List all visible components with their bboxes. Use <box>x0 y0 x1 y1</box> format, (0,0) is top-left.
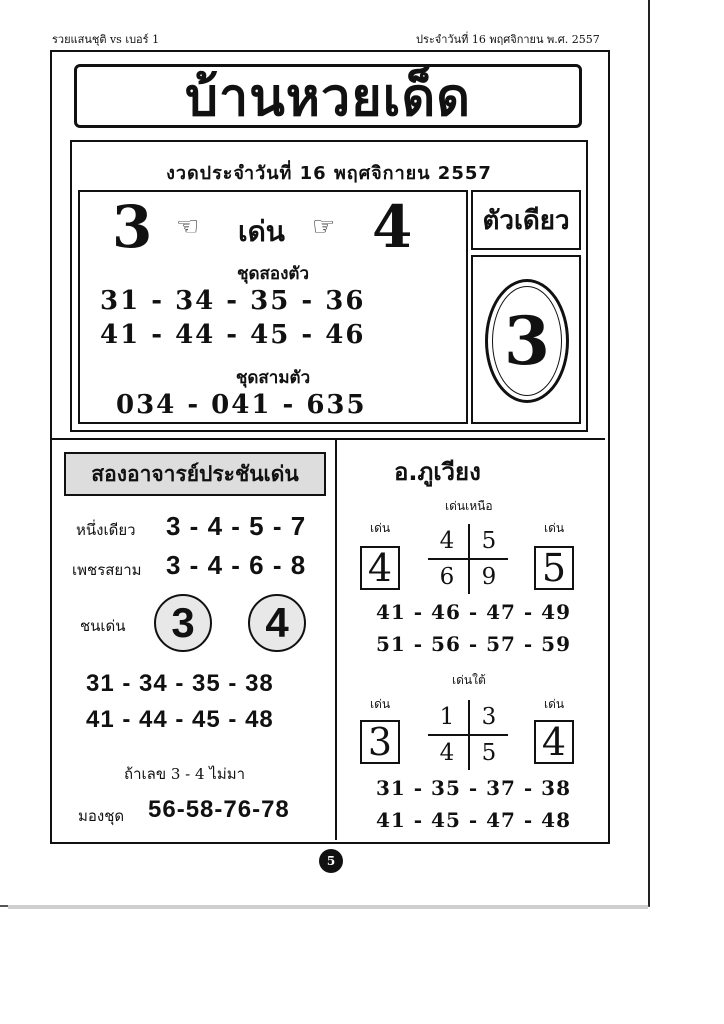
main-right-digit: 4 <box>372 193 413 261</box>
main-den-label: เด่น <box>238 215 285 248</box>
bottom-left-label: เด่น <box>370 697 391 711</box>
single-digit: 3 <box>492 286 562 396</box>
header-left: รวยแสนชุติ vs เบอร์ 1 <box>52 33 160 46</box>
single-label: ตัวเดียว <box>471 190 581 250</box>
top-label: เด่นเหนือ <box>445 499 493 513</box>
top-grid-cell-1: 4 <box>439 528 455 554</box>
set-value: 56-58-76-78 <box>148 796 290 823</box>
bottom-left-digit: 3 <box>360 720 400 764</box>
single-oval <box>485 279 569 403</box>
top-grid-cell-2: 5 <box>481 528 497 554</box>
bottom-right-label: เด่น <box>544 697 565 711</box>
left-note: ถ้าเลข 3 - 4 ไม่มา <box>124 765 246 783</box>
top-grid-cell-4: 9 <box>481 564 497 590</box>
top-row-1: 41 - 46 - 47 - 49 <box>376 600 572 624</box>
page-edge <box>8 905 648 909</box>
left-pairs-row-2: 41 - 44 - 45 - 48 <box>86 706 274 733</box>
row1-value: 3 - 4 - 5 - 7 <box>166 511 307 541</box>
page-number: 5 <box>319 849 343 873</box>
bottom-grid-cell-2: 3 <box>481 704 497 730</box>
top-right-digit: 5 <box>534 546 574 590</box>
top-row-2: 51 - 56 - 57 - 59 <box>376 632 572 656</box>
section-divider-vertical <box>335 440 337 840</box>
section-divider-horizontal <box>52 438 605 440</box>
bottom-row-2: 41 - 45 - 47 - 48 <box>376 808 572 832</box>
header-right: ประจำวันที่ 16 พฤศจิกายน พ.ศ. 2557 <box>416 33 600 46</box>
bottom-label: เด่นใต้ <box>452 673 486 687</box>
main-pairs-row-1: 31 - 34 - 35 - 36 <box>100 286 366 316</box>
top-left-digit: 4 <box>360 546 400 590</box>
bottom-grid-cell-4: 5 <box>481 740 497 766</box>
top-right-label: เด่น <box>544 521 565 535</box>
triples-label: ชุดสามตัว <box>235 368 311 388</box>
page-title: บ้านหวยเด็ด <box>74 64 582 128</box>
hand-right-icon: ☞ <box>312 212 336 242</box>
main-left-digit: 3 <box>112 193 153 261</box>
single-digit-box <box>471 255 581 424</box>
main-triples: 034 - 041 - 635 <box>116 390 367 420</box>
main-pairs-row-2: 41 - 44 - 45 - 46 <box>100 320 366 350</box>
top-left-label: เด่น <box>370 521 391 535</box>
bottom-right-digit: 4 <box>534 720 574 764</box>
set-label: มองชุด <box>78 807 125 825</box>
bottom-grid-cell-1: 1 <box>439 704 455 730</box>
row2-value: 3 - 4 - 6 - 8 <box>166 550 307 580</box>
right-panel-title: อ.ภูเวียง <box>394 458 481 486</box>
pairs-label: ชุดสองตัว <box>236 264 310 284</box>
bottom-grid-horizontal <box>428 734 508 736</box>
row1-label: หนึ่งเดียว <box>76 521 136 539</box>
draw-date: งวดประจำวันที่ 16 พฤศจิกายน 2557 <box>166 163 492 184</box>
hand-left-icon: ☜ <box>176 212 200 242</box>
left-panel-title: สองอาจารย์ประชันเด่น <box>64 452 326 496</box>
chon-digit-a: 3 <box>154 594 212 652</box>
bottom-row-1: 31 - 35 - 37 - 38 <box>376 776 572 800</box>
chon-label: ชนเด่น <box>80 617 126 635</box>
top-grid-horizontal <box>428 558 508 560</box>
row2-label: เพชรสยาม <box>72 561 142 579</box>
chon-digit-b: 4 <box>248 594 306 652</box>
bottom-grid-cell-3: 4 <box>439 740 455 766</box>
top-grid-cell-3: 6 <box>439 564 455 590</box>
left-pairs-row-1: 31 - 34 - 35 - 38 <box>86 670 274 697</box>
